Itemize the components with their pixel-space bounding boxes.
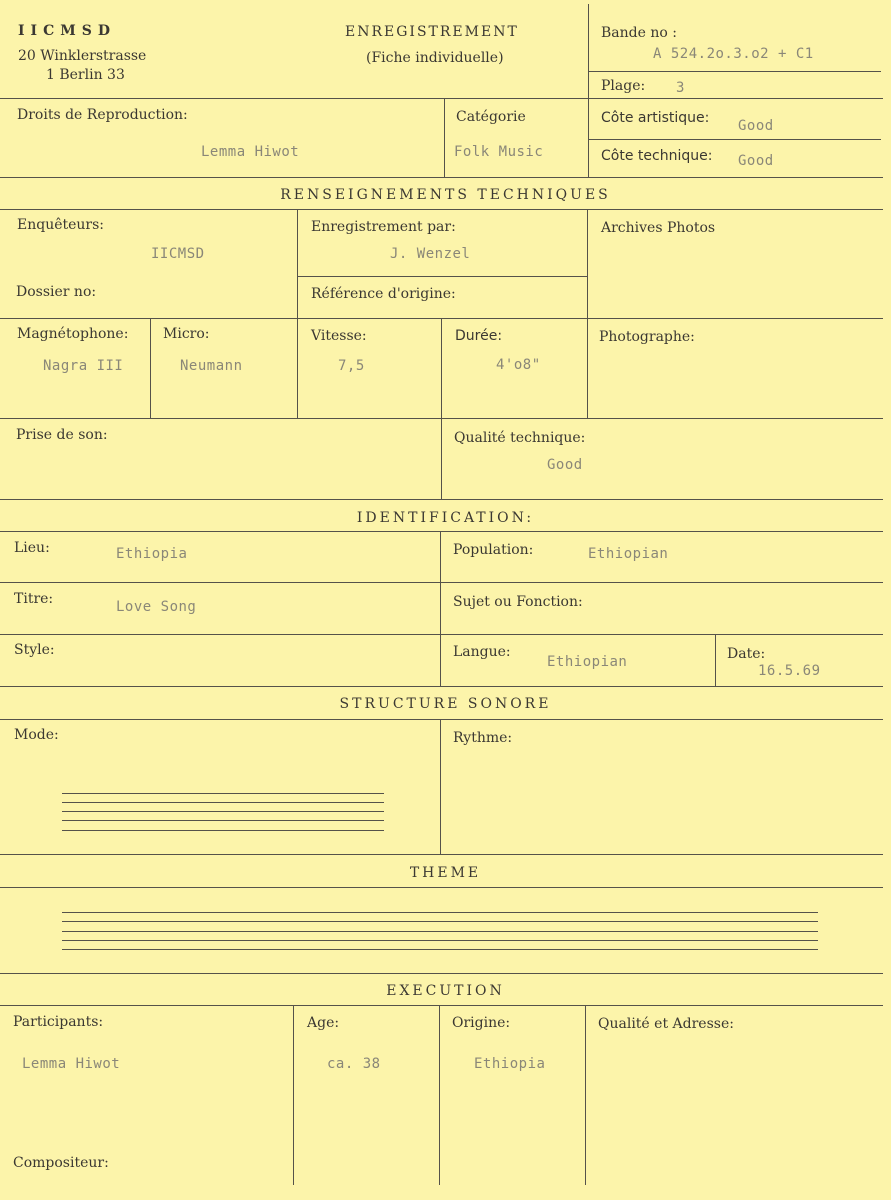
droits-value: Lemma Hiwot xyxy=(201,144,300,160)
mode-staff-line xyxy=(62,830,384,831)
qualite-technique-label: Qualité technique: xyxy=(454,430,586,446)
divider xyxy=(587,209,588,418)
age-value: ca. 38 xyxy=(327,1056,381,1072)
bande-label: Bande no : xyxy=(601,25,677,41)
theme-staff-line xyxy=(62,940,818,941)
style-label: Style: xyxy=(14,642,55,658)
titre-label: Titre: xyxy=(14,591,54,607)
form-subtitle: (Fiche individuelle) xyxy=(366,50,504,66)
divider xyxy=(439,1005,440,1185)
enqueteurs-label: Enquêteurs: xyxy=(17,217,105,233)
divider xyxy=(440,719,441,854)
age-label: Age: xyxy=(307,1015,340,1031)
divider xyxy=(0,634,883,635)
divider xyxy=(715,634,716,686)
participants-label: Participants: xyxy=(13,1014,104,1030)
langue-label: Langue: xyxy=(453,644,511,660)
cote-technique-label: Côte technique: xyxy=(601,148,713,164)
vitesse-value: 7,5 xyxy=(338,358,365,374)
divider xyxy=(0,177,883,178)
lieu-value: Ethiopia xyxy=(116,546,188,562)
divider xyxy=(444,98,445,178)
mode-label: Mode: xyxy=(14,727,59,743)
mode-staff-line xyxy=(62,811,384,812)
divider xyxy=(585,1005,586,1185)
mode-staff-line xyxy=(62,820,384,821)
participants-value: Lemma Hiwot xyxy=(22,1056,121,1072)
micro-label: Micro: xyxy=(163,326,210,342)
section-title-theme: THEME xyxy=(409,865,482,881)
cote-artistique-label: Côte artistique: xyxy=(601,110,710,126)
qualite-adresse-label: Qualité et Adresse: xyxy=(598,1016,734,1032)
divider xyxy=(297,209,298,418)
prise-de-son-label: Prise de son: xyxy=(16,427,108,443)
plage-value: 3 xyxy=(676,80,685,96)
mode-staff-line xyxy=(62,802,384,803)
theme-staff-line xyxy=(62,921,818,922)
plage-label: Plage: xyxy=(601,78,646,94)
theme-staff-line xyxy=(62,931,818,932)
section-title-technique: RENSEIGNEMENTS TECHNIQUES xyxy=(280,187,611,203)
divider xyxy=(0,531,883,532)
enqueteurs-value: IICMSD xyxy=(151,246,205,262)
divider xyxy=(0,209,883,210)
micro-value: Neumann xyxy=(180,358,243,374)
form-title: ENREGISTREMENT xyxy=(345,24,519,40)
divider xyxy=(0,887,883,888)
theme-staff-line xyxy=(62,949,818,950)
bande-value: A 524.2o.3.o2 + C1 xyxy=(653,46,814,62)
divider xyxy=(588,4,589,178)
langue-value: Ethiopian xyxy=(547,654,628,670)
address-line: 1 Berlin 33 xyxy=(46,67,125,83)
dossier-label: Dossier no: xyxy=(16,284,97,300)
section-title-execution: EXECUTION xyxy=(386,983,505,999)
photographe-label: Photographe: xyxy=(599,329,695,345)
duree-value: 4'o8" xyxy=(496,357,541,373)
origine-label: Origine: xyxy=(452,1015,511,1031)
cote-artistique-value: Good xyxy=(738,118,774,134)
divider xyxy=(0,418,883,419)
section-title-structure: STRUCTURE SONORE xyxy=(339,696,552,712)
divider xyxy=(0,98,883,99)
origine-value: Ethiopia xyxy=(474,1056,546,1072)
lieu-label: Lieu: xyxy=(14,540,50,556)
divider xyxy=(0,1005,883,1006)
enregistrement-par-value: J. Wenzel xyxy=(390,246,471,262)
magnetophone-value: Nagra III xyxy=(43,358,124,374)
enregistrement-par-label: Enregistrement par: xyxy=(311,219,456,235)
divider xyxy=(0,686,883,687)
org-logo: IICMSD xyxy=(18,23,116,39)
address-line: 20 Winklerstrasse xyxy=(18,48,147,64)
reference-origine-label: Référence d'origine: xyxy=(311,286,456,302)
divider xyxy=(0,854,883,855)
divider xyxy=(0,499,883,500)
divider xyxy=(588,139,881,140)
vitesse-label: Vitesse: xyxy=(311,328,367,344)
divider xyxy=(588,71,881,72)
categorie-label: Catégorie xyxy=(456,109,526,125)
divider xyxy=(441,318,442,499)
date-value: 16.5.69 xyxy=(758,663,821,679)
divider xyxy=(150,318,151,418)
population-label: Population: xyxy=(453,542,534,558)
section-title-identification: IDENTIFICATION: xyxy=(356,510,535,526)
duree-label: Durée: xyxy=(455,328,503,344)
divider xyxy=(297,276,587,277)
qualite-technique-value: Good xyxy=(547,457,583,473)
population-value: Ethiopian xyxy=(588,546,669,562)
compositeur-label: Compositeur: xyxy=(13,1155,109,1171)
divider xyxy=(0,973,883,974)
cote-technique-value: Good xyxy=(738,153,774,169)
categorie-value: Folk Music xyxy=(454,144,544,160)
rythme-label: Rythme: xyxy=(453,730,513,746)
mode-staff-line xyxy=(62,793,384,794)
magnetophone-label: Magnétophone: xyxy=(17,326,129,342)
date-label: Date: xyxy=(727,646,766,662)
divider xyxy=(293,1005,294,1185)
sujet-fonction-label: Sujet ou Fonction: xyxy=(453,594,583,610)
archives-photos-label: Archives Photos xyxy=(601,220,716,236)
divider xyxy=(0,582,883,583)
divider xyxy=(440,531,441,686)
titre-value: Love Song xyxy=(116,599,197,615)
divider xyxy=(0,719,883,720)
theme-staff-line xyxy=(62,912,818,913)
droits-label: Droits de Reproduction: xyxy=(17,107,188,123)
